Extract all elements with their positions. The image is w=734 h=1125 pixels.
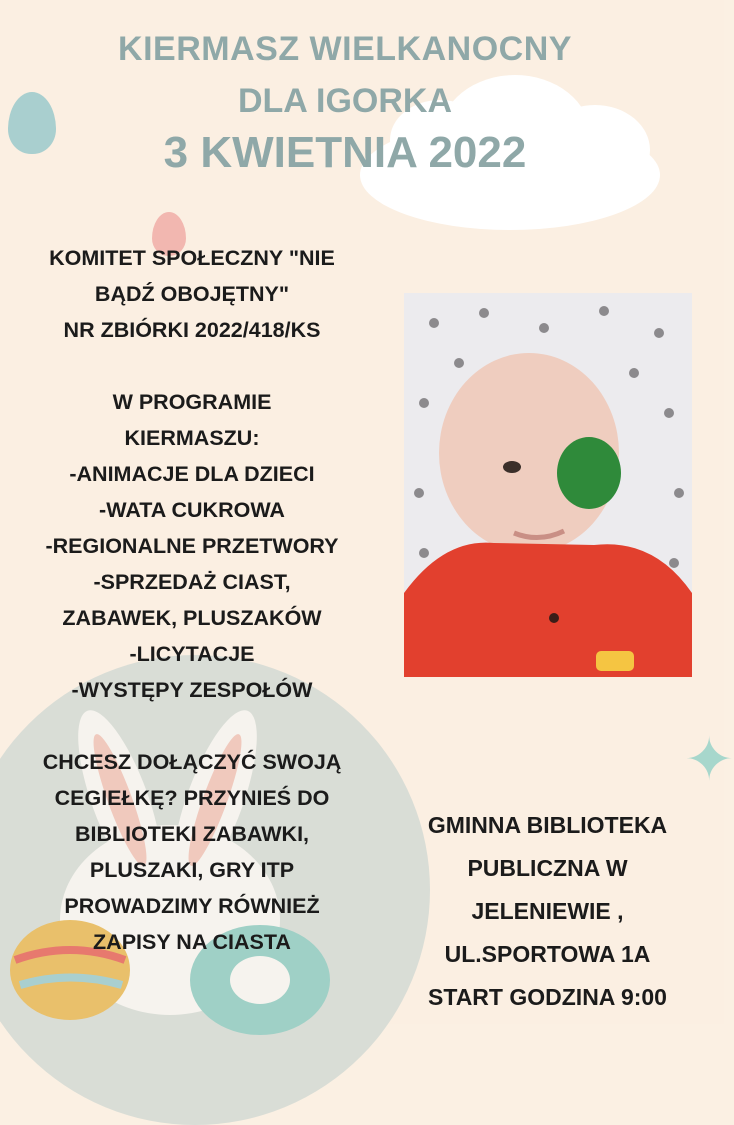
title-line-2: DLA IGORKA <box>237 82 453 120</box>
appeal-line: PROWADZIMY RÓWNIEŻ <box>64 894 320 918</box>
program-line: KIERMASZU: <box>124 426 260 450</box>
appeal-line: PLUSZAKI, GRY ITP <box>89 858 295 882</box>
appeal-line: CEGIEŁKĘ? PRZYNIEŚ DO <box>54 786 330 810</box>
program-line: -ANIMACJE DLA DZIECI <box>69 462 315 486</box>
left-text-block <box>12 240 372 960</box>
child-photo <box>404 293 692 677</box>
venue-block <box>380 804 715 1019</box>
start-time-line: START GODZINA 9:00 <box>428 984 667 1010</box>
event-date: 3 KWIETNIA 2022 <box>163 128 527 177</box>
program-line: -WATA CUKROWA <box>99 498 285 522</box>
program-line: ZABAWEK, PLUSZAKÓW <box>62 606 322 630</box>
program-line: -REGIONALNE PRZETWORY <box>45 534 339 558</box>
venue-line: GMINNA BIBLIOTEKA <box>427 812 668 838</box>
title-line-1: KIERMASZ WIELKANOCNY <box>118 30 572 68</box>
program-line: -SPRZEDAŻ CIAST, <box>93 570 291 594</box>
venue-line: PUBLICZNA W <box>467 855 628 881</box>
star-icon: ✦ <box>684 726 734 793</box>
venue-line: JELENIEWIE , <box>471 898 624 924</box>
program-line: -LICYTACJE <box>129 642 255 666</box>
committee-line: KOMITET SPOŁECZNY "NIE <box>49 246 335 270</box>
committee-line: NR ZBIÓRKI 2022/418/KS <box>63 318 321 342</box>
committee-line: BĄDŹ OBOJĘTNY" <box>94 282 290 306</box>
appeal-line: CHCESZ DOŁĄCZYĆ SWOJĄ <box>42 750 342 774</box>
appeal-line: ZAPISY NA CIASTA <box>93 930 291 954</box>
program-line: -WYSTĘPY ZESPOŁÓW <box>71 678 313 702</box>
program-line: W PROGRAMIE <box>112 390 272 414</box>
appeal-line: BIBLIOTEKI ZABAWKI, <box>74 822 310 846</box>
venue-line: UL.SPORTOWA 1A <box>444 941 651 967</box>
